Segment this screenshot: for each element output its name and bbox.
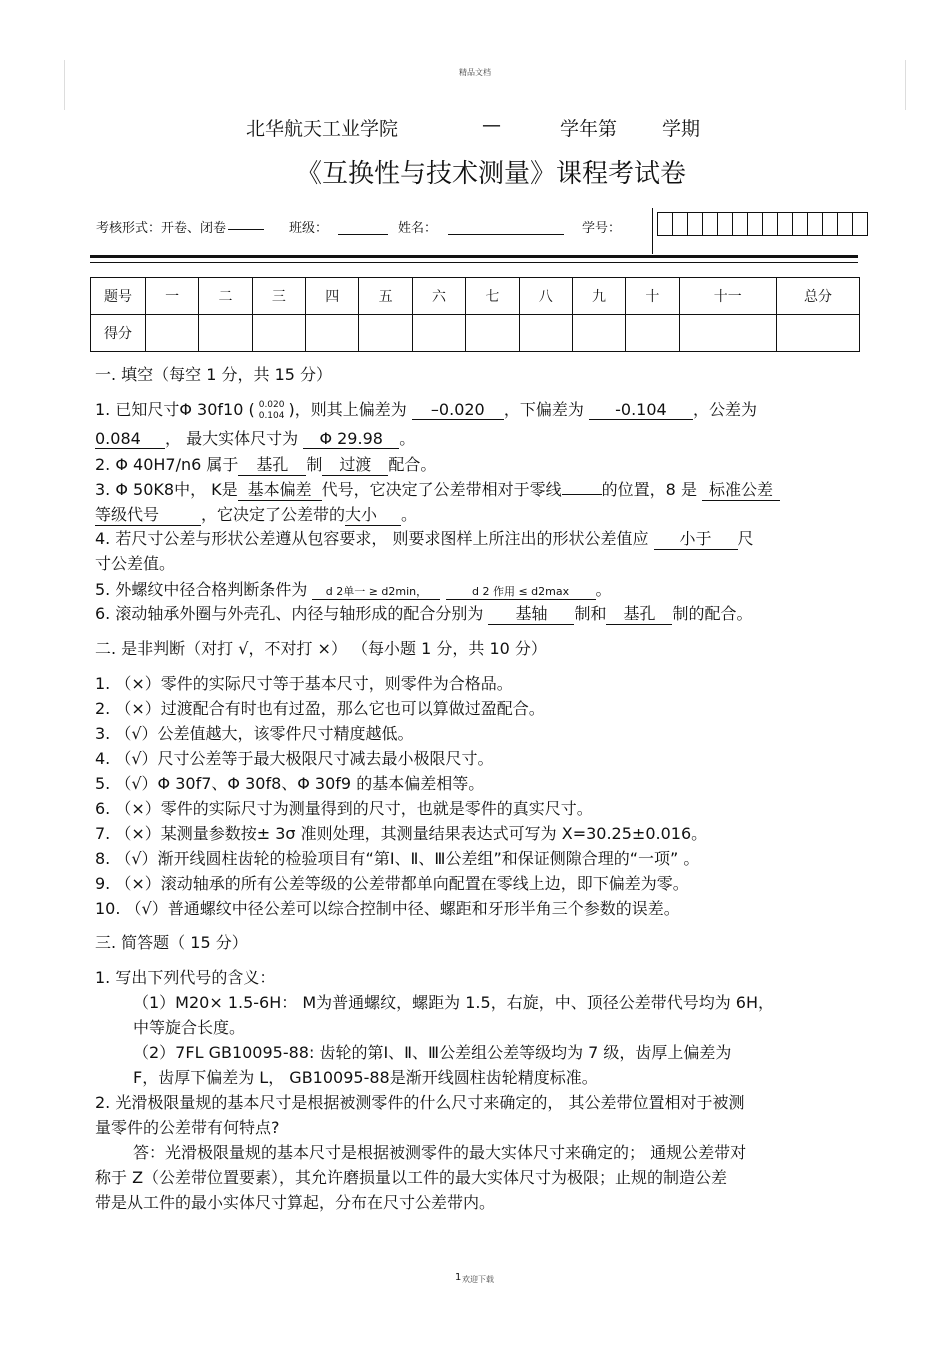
- table-cell: 三: [252, 278, 305, 315]
- score-table-header-row: [91, 278, 860, 315]
- answer: 小于: [654, 526, 738, 550]
- page-edge-left: [64, 60, 65, 110]
- table-cell: 八: [519, 278, 572, 315]
- page-number: 1: [455, 1272, 462, 1283]
- q5-line: 5. 外螺纹中径合格判断条件为 d 2单一 ≥ d2min， d 2 作用 ≤ d2max 。: [95, 580, 612, 599]
- s3-a2-line1: 答：光滑极限量规的基本尺寸是根据被测零件的最大实体尺寸来确定的； 通规公差带对: [133, 1143, 747, 1162]
- answer: 大小: [345, 502, 401, 526]
- judge-item: 3. （√）公差值越大，该零件尺寸精度越低。: [95, 724, 414, 743]
- form-underline: [228, 229, 264, 230]
- answer: 过渡: [322, 452, 388, 476]
- class-field: [338, 234, 388, 235]
- table-cell: 二: [199, 278, 252, 315]
- judge-item: 8. （√）渐开线圆柱齿轮的检验项目有“第Ⅰ、Ⅱ、Ⅲ公差组”和保证侧隙合理的“一项” 。: [95, 849, 700, 868]
- table-cell: 十: [626, 278, 679, 315]
- answer: 基本偏差: [238, 477, 322, 501]
- q2-line: 2. Φ 40H7/n6 属于 基孔 制 过渡 配合。: [95, 452, 436, 476]
- answer: 标准公差: [702, 477, 780, 501]
- judge-item: 2. （×）过渡配合有时也有过盈，那么它也可以算做过盈配合。: [95, 699, 545, 718]
- s3-a2-line2: 称于 Z（公差带位置要素），其允许磨损量以工件的最大实体尺寸为极限；止规的制造公差: [95, 1168, 728, 1187]
- section-2-heading: 二. 是非判断（对打 √，不对打 ×） （每小题 1 分，共 10 分）: [95, 639, 547, 658]
- table-cell: 得分: [91, 315, 146, 352]
- judge-item: 7. （×）某测量参数按± 3σ 准则处理，其测量结果表达式可写为 X=30.25±0.016。: [95, 824, 708, 843]
- judge-item: 9. （×）滚动轴承的所有公差等级的公差带都单向配置在零线上边，即下偏差为零。: [95, 874, 689, 893]
- s3-q1b-line2: F，齿厚下偏差为 L， GB10095-88是渐开线圆柱齿轮精度标准。: [133, 1068, 598, 1087]
- score-table: [90, 277, 860, 352]
- answer: 等级代号: [95, 502, 201, 526]
- s3-q1b-line1: （2）7FL GB10095-88: 齿轮的第Ⅰ、Ⅱ、Ⅲ公差组公差等级均为 7 级，齿厚上偏差为: [133, 1043, 732, 1062]
- s3-q1a-line2: 中等旋合长度。: [133, 1018, 246, 1037]
- q1-line1: 1. 已知尺寸Φ 30f10 ( 0.020 0.104 )，则其上偏差为 –0.020 ，下偏差为 -0.104 ，公差为: [95, 399, 757, 421]
- name-field: [448, 234, 564, 235]
- judge-item: 10. （√）普通螺纹中径公差可以综合控制中径、螺距和牙形半角三个参数的误差。: [95, 899, 680, 918]
- top-note: 精品文档: [459, 68, 491, 77]
- table-cell: 四: [306, 278, 359, 315]
- s3-q2-line2: 量零件的公差带有何特点?: [95, 1118, 280, 1137]
- exam-form: 考核形式：开卷、闭卷: [96, 221, 227, 236]
- section-3-heading: 三. 简答题（ 15 分）: [95, 933, 248, 952]
- term-label: 学期: [662, 118, 701, 140]
- q3-line1: 3. Φ 50K8中， K是 基本偏差 代号，它决定了公差带相对于零线 的位置，8 是 标准公差: [95, 477, 780, 501]
- s3-q1a-line1: （1）M20× 1.5-6H： M为普通螺纹，螺距为 1.5，右旋，中、顶径公差带代号均为 6H，: [133, 993, 774, 1012]
- q1-line2: 0.084 ， 最大实体尺寸为 Φ 29.98 。: [95, 429, 416, 448]
- answer: -0.104: [589, 400, 693, 420]
- section-1-heading: 一. 填空（每空 1 分，共 15 分）: [95, 365, 333, 384]
- judge-item: 4. （√）尺寸公差等于最大极限尺寸减去最小极限尺寸。: [95, 749, 494, 768]
- table-cell: 九: [572, 278, 625, 315]
- score-table-score-row: [91, 315, 860, 352]
- table-cell: 一: [146, 278, 199, 315]
- table-cell: 题号: [91, 278, 146, 315]
- answer: 0.084: [95, 429, 165, 449]
- footer-note: 欢迎下载: [462, 1275, 494, 1284]
- table-cell: 六: [412, 278, 465, 315]
- table-cell: 七: [466, 278, 519, 315]
- answer: d 2 作用 ≤ d2max: [446, 583, 596, 600]
- table-cell: 五: [359, 278, 412, 315]
- q3-line2: 等级代号 ，它决定了公差带的大小 。: [95, 502, 417, 526]
- year-dash: —: [482, 114, 501, 136]
- judge-item: 6. （×）零件的实际尺寸为测量得到的尺寸，也就是零件的真实尺寸。: [95, 799, 593, 818]
- answer: 基轴: [488, 601, 574, 625]
- page-edge-right: [905, 60, 906, 110]
- table-cell: 十一: [679, 278, 776, 315]
- judge-item: 5. （√）Φ 30f7、Φ 30f8、Φ 30f9 的基本偏差相等。: [95, 774, 485, 793]
- q6-line: 6. 滚动轴承外圈与外壳孔、内径与轴形成的配合分别为 基轴 制和 基孔 制的配合。: [95, 601, 752, 625]
- id-divider: [652, 208, 653, 254]
- judge-item: 1. （×）零件的实际尺寸等于基本尺寸，则零件为合格品。: [95, 674, 513, 693]
- q4-line2: 寸公差值。: [95, 554, 176, 573]
- q1-fraction: 0.020 0.104: [258, 399, 285, 421]
- class-label: 班级：: [289, 221, 329, 236]
- s3-q2-line1: 2. 光滑极限量规的基本尺寸是根据被测零件的什么尺寸来确定的， 其公差带位置相对于被测: [95, 1093, 745, 1112]
- answer: d 2单一 ≥ d2min，: [312, 583, 440, 600]
- header-rule-thick: [90, 255, 858, 258]
- year-label: 学年第: [560, 118, 618, 140]
- exam-title: 《互换性与技术测量》课程考试卷: [296, 159, 687, 189]
- school-name: 北华航天工业学院: [246, 118, 399, 140]
- q4-line1: 4. 若尺寸公差与形状公差遵从包容要求， 则要求图样上所注出的形状公差值应 小于 尺: [95, 526, 754, 550]
- answer: 基孔: [238, 452, 306, 476]
- header-rule-thin: [90, 262, 858, 263]
- s3-a2-line3: 带是从工件的最小实体尺寸算起，分布在尺寸公差带内。: [95, 1193, 496, 1212]
- answer: –0.020: [412, 400, 504, 420]
- table-cell: 总分: [777, 278, 860, 315]
- answer: Φ 29.98: [303, 429, 399, 449]
- id-label: 学号：: [582, 221, 622, 236]
- s3-q1: 1. 写出下列代号的含义：: [95, 968, 276, 987]
- name-label: 姓名：: [398, 221, 438, 236]
- answer: 基孔: [606, 601, 672, 625]
- student-id-boxes: [657, 212, 868, 236]
